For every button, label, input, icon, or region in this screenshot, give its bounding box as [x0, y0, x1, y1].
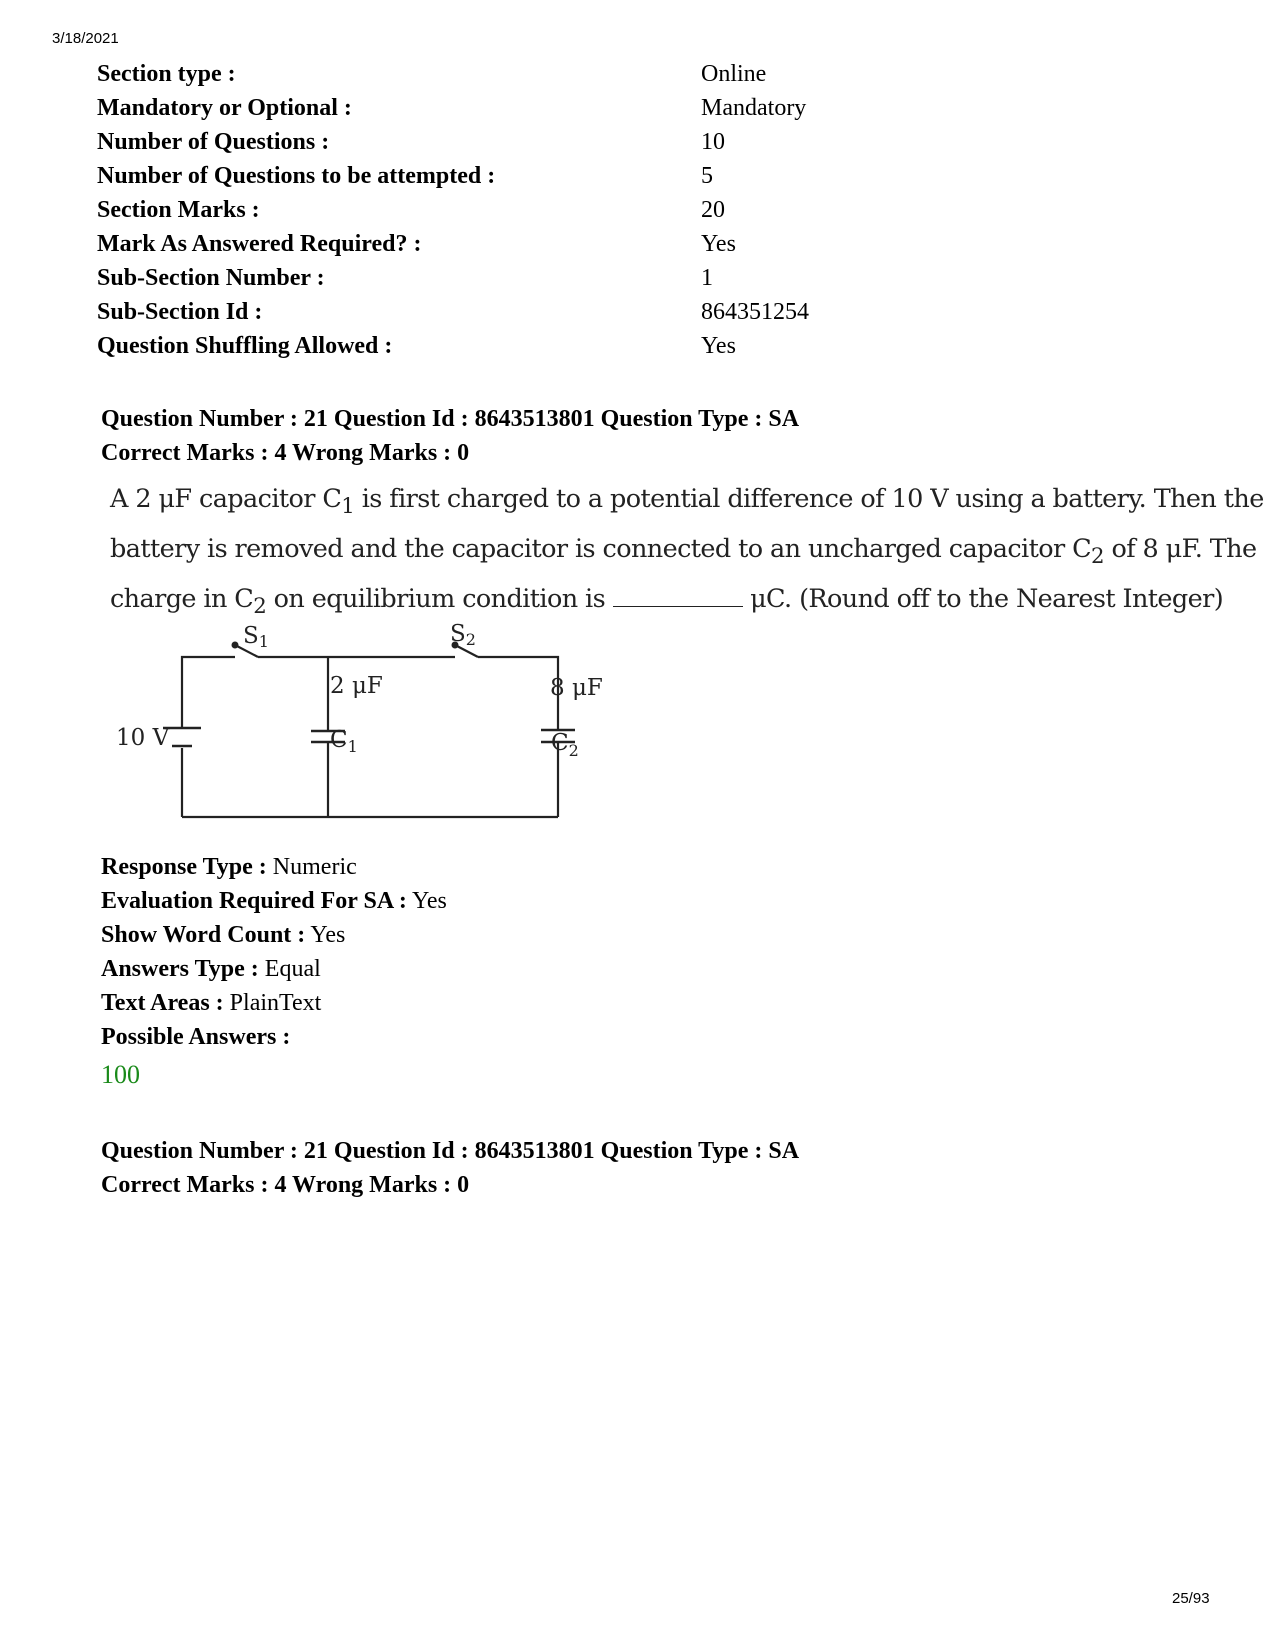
- text-segment: battery is removed and the capacitor is connected to an uncharged capacitor C: [110, 534, 1092, 565]
- info-label: Section Marks :: [97, 197, 260, 223]
- info-value: 864351254: [701, 299, 809, 325]
- wire-right-top: [478, 657, 558, 730]
- response-value: Yes: [406, 888, 447, 914]
- response-row: [101, 986, 447, 1020]
- info-value: Yes: [701, 333, 736, 359]
- cap1-value-label: 2 μF: [330, 673, 383, 699]
- question-marks-line: Correct Marks : 4 Wrong Marks : 0: [101, 440, 470, 466]
- text-segment: on equilibrium condition is: [266, 584, 613, 615]
- battery-label: 10 V: [116, 725, 170, 751]
- response-label: Text Areas :: [101, 990, 224, 1016]
- response-row: [101, 952, 447, 986]
- info-label: Section type :: [97, 61, 236, 87]
- cap2-name-label: $C_2$: [551, 730, 579, 760]
- response-row: [101, 884, 447, 918]
- info-label: Mandatory or Optional :: [97, 95, 352, 121]
- text-segment: of 8 μF. The: [1103, 534, 1257, 565]
- response-row: [101, 850, 447, 884]
- circuit-diagram: [110, 615, 630, 830]
- info-label: Mark As Answered Required? :: [97, 231, 422, 257]
- info-value: Mandatory: [701, 95, 807, 121]
- switch-s1-label: S1: [243, 623, 269, 651]
- question-id-line: Question Number : 21 Question Id : 8643513801 Question Type : SA: [101, 1138, 800, 1164]
- info-value: Yes: [701, 231, 736, 257]
- subscript: 1: [341, 494, 355, 520]
- cap2-value-label: 8 μF: [550, 675, 603, 701]
- question-text: [110, 478, 1264, 628]
- subscript: 2: [1091, 544, 1104, 570]
- possible-answer: 100: [101, 1060, 140, 1089]
- question-text-line: [110, 528, 1257, 578]
- info-value: 5: [701, 163, 713, 189]
- response-label: Answers Type :: [101, 956, 259, 982]
- info-value: 1: [701, 265, 713, 291]
- info-value: Online: [701, 61, 767, 87]
- info-value: 10: [701, 129, 725, 155]
- text-segment: charge in C: [110, 584, 254, 615]
- response-value: Numeric: [266, 854, 357, 880]
- question-id-line: Question Number : 21 Question Id : 8643513801 Question Type : SA: [101, 406, 800, 432]
- response-label: Response Type :: [101, 854, 267, 880]
- question-header: [101, 402, 799, 470]
- page-number: 25/93: [1172, 1590, 1210, 1607]
- text-segment: A 2 μF capacitor C: [110, 484, 342, 514]
- info-label: Number of Questions to be attempted :: [97, 163, 496, 189]
- response-value: PlainText: [223, 990, 322, 1016]
- info-label: Question Shuffling Allowed :: [97, 333, 393, 359]
- switch-s2-label: S2: [450, 621, 476, 649]
- response-label: Show Word Count :: [101, 922, 306, 948]
- subscript: 2: [253, 594, 267, 620]
- question-marks-line: Correct Marks : 4 Wrong Marks : 0: [101, 1172, 470, 1198]
- info-value: 20: [701, 197, 725, 223]
- response-label: Evaluation Required For SA :: [101, 888, 407, 914]
- response-details: [101, 850, 447, 1095]
- answer-blank: [613, 584, 743, 607]
- cap1-name-label: $C_1$: [330, 727, 358, 756]
- possible-answers-label: Possible Answers :: [101, 1024, 291, 1050]
- text-segment: μC. (Round off to the Nearest Integer): [742, 584, 1224, 615]
- response-value: Yes: [305, 922, 346, 948]
- print-date: 3/18/2021: [52, 30, 119, 47]
- response-row: [101, 918, 447, 952]
- response-value: Equal: [258, 956, 321, 982]
- info-label: Sub-Section Number :: [97, 265, 325, 291]
- wire-left-top: [182, 657, 235, 727]
- question-text-line: [110, 478, 1264, 528]
- next-question-header: [101, 1134, 799, 1202]
- info-label: Number of Questions :: [97, 129, 330, 155]
- info-label: Sub-Section Id :: [97, 299, 263, 325]
- text-segment: is first charged to a potential difference of 10 V using a battery. Then the: [354, 484, 1264, 514]
